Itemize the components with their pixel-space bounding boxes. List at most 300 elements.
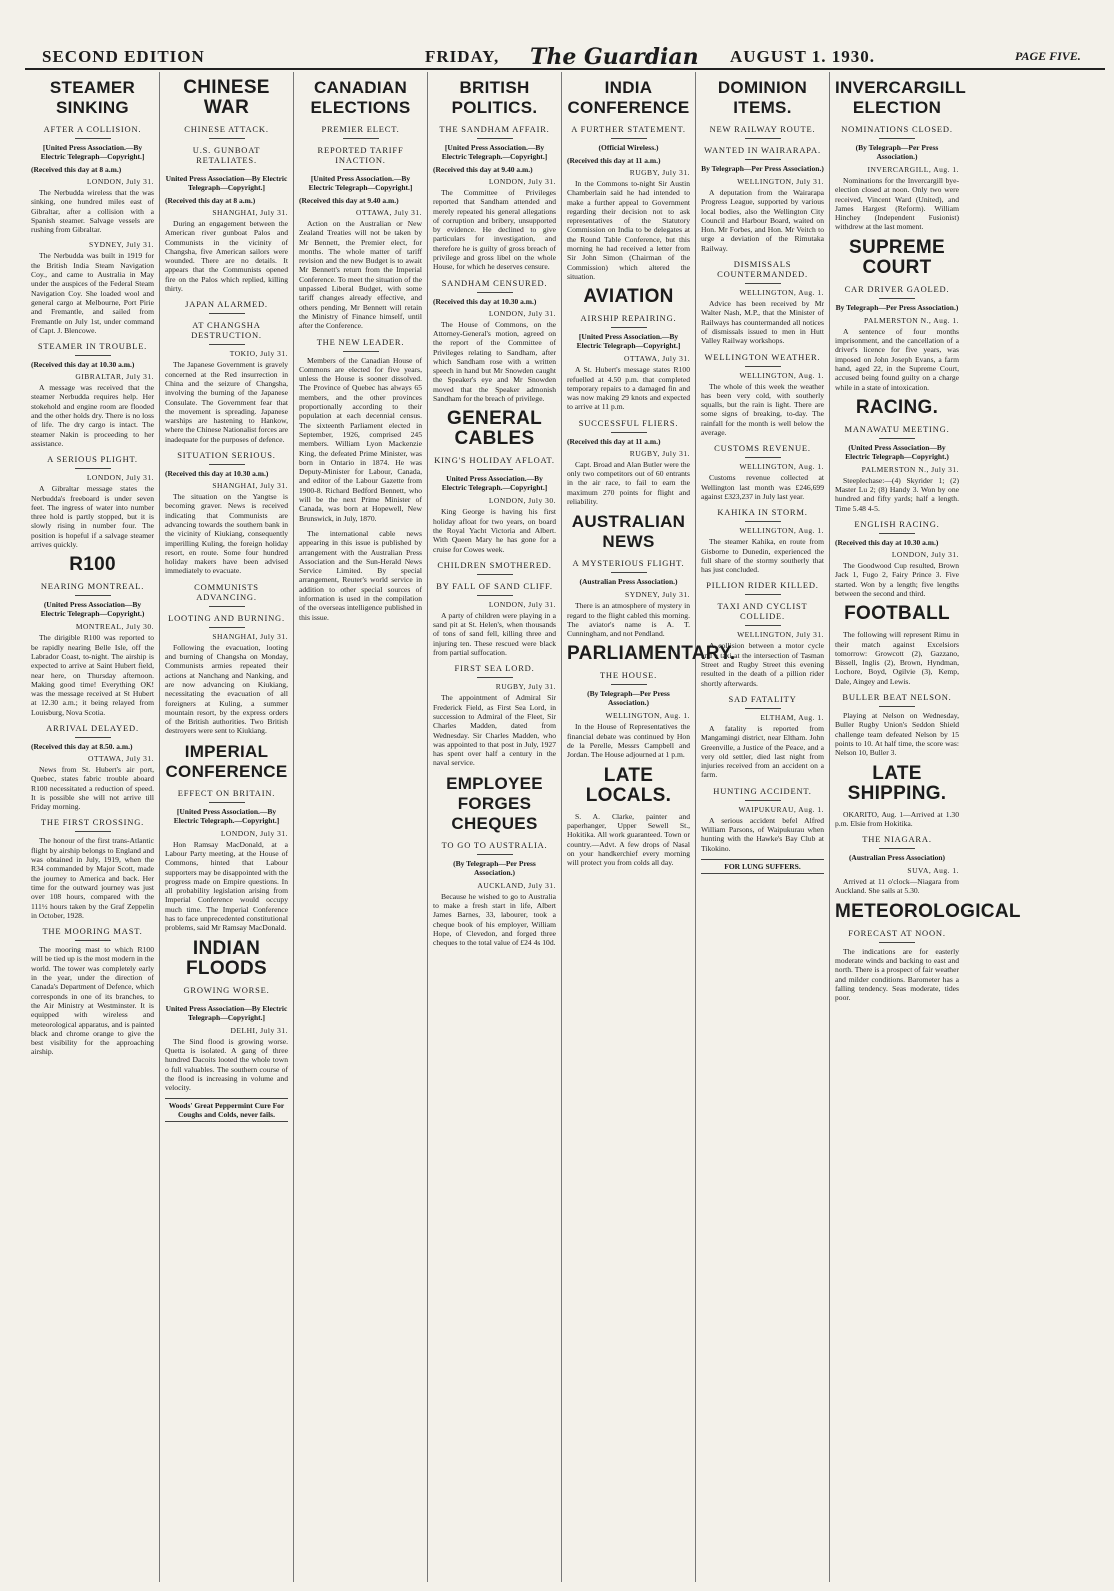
masthead xyxy=(0,0,1114,70)
divider xyxy=(477,854,513,855)
article-body: Customs revenue collected at Wellington last month was £246,699 against £323,237 in July last year. xyxy=(701,473,824,501)
article-subheading: CAR DRIVER GAOLED. xyxy=(844,283,950,294)
divider xyxy=(209,627,245,628)
article-subheading: SAD FATALITY xyxy=(728,693,797,704)
article-body: The following will represent Rimu in their match against Excelsiors tomorrow: Growcott (2), Gazzano, Bissell, Inglis (2), Brown, Hyndman, Lochore, Boyd, Ogilvie (3), Kemp, Dale, Aingey and Lewis. xyxy=(835,630,959,686)
article-body: A party of children were playing in a sand pit at St. Helen's, when thousands of tons of sand fell, killing three and injuring ten. These rescued were black from partial suffocation. xyxy=(433,610,556,658)
article xyxy=(567,287,690,411)
article-dateline: LONDON, July 31. xyxy=(220,828,288,838)
article-dateline: RUGBY, July 31. xyxy=(629,448,690,458)
article-body: The Committee of Privileges reported that Sandham attended and merely repeated his general allegations of corruption and bribery, unsupported by evidence. He declined to give particulars for investigation, and therefore he is guilty of gross breach of privilege and gross libel on the whole House, for which he deserves censure. xyxy=(433,188,556,272)
article-body: Members of the Canadian House of Commons are elected for five years, unless the House is sooner dissolved. The Province of Quebec has always 65 members, and the other provinces proportionally according to their population at each decennial census. The sixteenth Parliament elected in September, 1926, comprised 245 members. William Lyon Mackenzie King, the defeated Prime Minister, was born in Ontario in 1874. He was Deputy-Minister for Labour, Canada, and editor of the Labour Gazette from 1900-8. Richard Bedford Bennett, who will be the next Prime Minister of Canada, was born at Hopewell, New Brunswick, in July, 1870. xyxy=(299,355,422,523)
article-headline: CHINESE WAR xyxy=(183,77,270,118)
article-credit: (United Press Association—By Electric Telegraph—Copyright.) xyxy=(40,600,145,619)
divider xyxy=(745,708,781,709)
article xyxy=(835,398,959,513)
article-subheading: HUNTING ACCIDENT. xyxy=(713,785,812,796)
article-headline: STEAMER SINKING xyxy=(49,78,136,117)
article-subheading: TO GO TO AUSTRALIA. xyxy=(441,839,548,850)
article xyxy=(701,443,824,501)
divider xyxy=(209,999,245,1000)
article xyxy=(835,764,959,829)
divider xyxy=(745,457,781,458)
article-credit: (United Press Association—By Electric Telegraph—Copyright.) xyxy=(845,442,949,461)
article xyxy=(835,834,959,896)
article-dateline: WELLINGTON, Aug. 1. xyxy=(739,526,824,536)
article-subheading: SITUATION SERIOUS. xyxy=(177,450,276,461)
article-body: In the House of Representatives the financial debate was continued by Hon de la Perelle, Messrs Campbell and Jordan. The House adjourned at 1 p.m. xyxy=(567,722,690,760)
article-body: Hon Ramsay MacDonald, at a Labour Party meeting, at the House of Commons, hinted that Labour supporters may be disappointed with the progress made on Empire questions. In all probability legislation arising from Imperial Conference would occupy much time. The Imperial Conference has to face unprecedented constitutional problems, said Mr Ramsay MacDonald. xyxy=(165,839,288,933)
article xyxy=(567,643,736,760)
article-dateline: PALMERSTON N., Aug. 1. xyxy=(864,315,959,325)
article-received: (Received this day at 10.30 a.m.) xyxy=(433,296,537,306)
article-subheading: MANAWATU MEETING. xyxy=(844,423,950,434)
article-subheading: WANTED IN WAIRARAPA. xyxy=(704,145,821,155)
divider xyxy=(879,438,915,439)
article-headline: IMPERIAL CONFERENCE xyxy=(165,741,288,781)
article xyxy=(31,926,154,1057)
article xyxy=(701,145,824,253)
article-headline: LATE LOCALS. xyxy=(585,764,672,806)
divider xyxy=(611,138,647,139)
divider xyxy=(745,625,781,626)
article-dateline: LONDON, July 31. xyxy=(86,177,154,186)
article xyxy=(567,512,690,638)
article-subheading: THE SANDHAM AFFAIR. xyxy=(439,124,550,134)
divider xyxy=(879,533,915,534)
article-headline: INDIAN FLOODS xyxy=(186,937,267,979)
article-dateline: WELLINGTON, Aug. 1. xyxy=(739,288,824,298)
article-subheading: GROWING WORSE. xyxy=(183,984,270,995)
divider xyxy=(745,159,781,160)
article-subheading: U.S. GUNBOAT RETALIATES. xyxy=(192,145,261,165)
article-body: A sentence of four months imprisonment, and the cancellation of a driver's licence for five years, was imposed on John Joseph Evans, a farm hand, aged 22, in the Supreme Court, accused being found guilty on a charge while in a state of intoxication. xyxy=(835,326,959,392)
article-credit: [United Press Association.—By Electric Telegraph.—Copyright.] xyxy=(441,143,548,161)
article-subheading: AIRSHIP REPAIRING. xyxy=(580,313,677,324)
article-body: Action on the Australian or New Zealand Treaties will not be taken by Mr Bennett, the Premier elect, for months. The whole matter of tariff revision and the new Budget is to await Mr Bennett's return from the Imperial Conference. To meet the situation of the unpassed Liberal Budget, with some tariff changes already effective, and others pending, Mr Bennett will retain the Ministry of Finance himself, until after the Conference. xyxy=(299,219,422,331)
article-body: The appointment of Admiral Sir Frederick Field, as First Sea Lord, in succession to Admiral of the Fleet, Sir Charles Madden, dated from Wednesday. Sir Charles Madden, who was appointed to that post in July, 1927 has spent over half a century in the naval service. xyxy=(433,693,556,768)
article-dateline: LONDON, July 30. xyxy=(488,496,556,506)
divider xyxy=(477,677,513,678)
article-received: (Received this day at 9.40 a.m.) xyxy=(299,196,399,205)
article-subheading: NOMINATIONS CLOSED. xyxy=(841,124,953,134)
article xyxy=(31,723,154,811)
newspaper-title: The Guardian xyxy=(530,44,699,70)
article-dateline: LONDON, July 31. xyxy=(86,473,154,483)
article-subheading: KING'S HOLIDAY AFLOAT. xyxy=(434,455,555,466)
article-body: A collision between a motor cycle and a taxi at the intersection of Tasman Street and Rugby Street this evening resulted in the death of a pillion rider shortly afterwards. xyxy=(701,641,824,688)
article-body: Playing at Nelson on Wednesday, Buller Rugby Union's Seddon Shield challenge team defeated Nelson by 15 points to 10. At half time, the score was: Nelson 10, Buller 3. xyxy=(835,711,959,758)
article-body: The Sind flood is growing worse. Quetta is isolated. A gang of three hundred Dacoits looted the whole town o full valuables. The southern course of the flood is increasing in volume and velocity. xyxy=(165,1036,288,1093)
columns xyxy=(26,72,1106,1582)
article-subheading: FIRST SEA LORD. xyxy=(454,663,535,674)
article xyxy=(701,259,824,345)
article-credit: United Press Association.—By Electric Telegraph.—Copyright.] xyxy=(441,474,548,493)
article-dateline: AUCKLAND, July 31. xyxy=(477,880,556,890)
article-dateline: LONDON, July 31. xyxy=(488,308,556,318)
article-credit: (By Telegraph—Per Press Association.) xyxy=(453,858,536,877)
article-subheading: COMMUNISTS ADVANCING. xyxy=(194,581,259,602)
article-received: (Received this day at 11 a.m.) xyxy=(567,156,661,165)
article-body: A deputation from the Wairarapa Progress League, supported by various local bodies, also the Wellington City Council and Harbour Board, waited on Hon. Mr Forbes, and Hon. Mr Veitch to urge a deviation of the Rimutaka Railway. xyxy=(701,188,824,253)
article-dateline: OTTAWA, July 31. xyxy=(624,354,690,364)
article-subheading: PILLION RIDER KILLED. xyxy=(706,580,819,591)
article xyxy=(165,145,288,293)
article-subheading: A FURTHER STATEMENT. xyxy=(571,124,686,134)
article-body: A serious accident befel Alfred William Parsons, of Waipukurau when hunting with the Hawke's Bay Club at Tikokino. xyxy=(701,815,824,853)
article xyxy=(433,581,556,657)
article-credit: (By Telegraph—Per Press Association.) xyxy=(855,143,939,161)
article-subheading: NEARING MONTREAL. xyxy=(40,581,145,592)
article-credit: [United Press Association.—By Electric Telegraph—Copyright.] xyxy=(576,332,681,351)
article-body: A Gibraltar message states the Nerbudda's freeboard is under seven feet. The ingress of water into number three hold is partly stopped, but it is slowly rising in number four. The position is hopeful if a salvage steamer arrives quickly. xyxy=(31,484,154,550)
divider xyxy=(879,942,915,943)
divider xyxy=(75,468,111,469)
divider xyxy=(879,706,915,707)
article xyxy=(299,78,422,139)
article-body: A message was received that the steamer Nerbudda requires help. Her stokehold and engine room are flooded and the other holds dry. There is no loss of life. The dry cargo is intact. The steamer Nakin is proceeding to her assistance. xyxy=(31,383,154,448)
article-body: A fatality is reported from Mangamingi district, near Eltham. John Greenville, a Justice of the Peace, and a very old settler, died last night from injuries received from an accident on a farm. xyxy=(701,723,824,780)
divider xyxy=(75,138,111,139)
article-subheading: ENGLISH RACING. xyxy=(854,519,940,530)
article-received: (Received this day at 8.50. a.m.) xyxy=(31,741,133,751)
article-dateline: WELLINGTON, July 31. xyxy=(737,630,824,640)
article-subheading: STEAMER IN TROUBLE. xyxy=(37,341,148,352)
article xyxy=(433,663,556,767)
article-headline: AUSTRALIAN NEWS xyxy=(571,512,686,552)
article-credit: United Press Association—By Electric Telegraph—Copyright.] xyxy=(165,174,288,192)
article-body: Capt. Broad and Alan Butler were the only two competitors out of 60 entrants in the air race, to fail to earn the maximum 270 points for flight and reliability. xyxy=(567,459,690,506)
article-subheading: WELLINGTON WEATHER. xyxy=(704,351,821,362)
article-subheading: CHILDREN SMOTHERED. xyxy=(437,559,552,570)
article-dateline: GIBRALTAR, July 31. xyxy=(75,372,154,382)
article xyxy=(567,418,690,506)
divider xyxy=(343,351,379,352)
article xyxy=(701,601,824,687)
article-body: Nominations for the Invercargill bye-election closed at noon. Only two were received, Vincent Ward (United), and James Hargest (Reform). William Hinchey (Independent Fusionist) withdrew at the last moment. xyxy=(835,176,959,232)
article xyxy=(165,613,288,736)
column-1 xyxy=(26,72,160,1582)
article-body: The indications are for easterly moderate winds and backing to east and north. There is a prospect of fair weather and milder conditions. Barometer has a falling tendency. Seas moderate, tides poor. xyxy=(835,946,959,1003)
article-subheading: A MYSTERIOUS FLIGHT. xyxy=(572,558,685,569)
divider xyxy=(209,464,245,465)
article-body: Advice has been received by Mr Walter Nash, M.P., that the Minister of Railways has countermanded all notices of dismissals issued to men in Hutt Valley Railway workshops. xyxy=(701,299,824,346)
article-body: The Japanese Government is gravely concerned at the Red insurrection in China and the seizure of Changsha, involving the burning of the Japanese Consulate. The Government fear that the movement is spreading. Japanese warships are hastening to Hankow, where the Chinese Nationalist forces are inadequate for the purposes of defence. xyxy=(165,360,288,444)
article-subheading: A SERIOUS PLIGHT. xyxy=(47,454,138,465)
article-subheading: THE NIAGARA. xyxy=(862,834,932,845)
divider xyxy=(611,327,647,328)
article-credit: By Telegraph—Per Press Association.) xyxy=(835,302,959,312)
article-subheading: THE FIRST CROSSING. xyxy=(40,817,145,828)
divider xyxy=(209,138,245,139)
article xyxy=(31,454,154,549)
article-credit: [United Press Association.—By Electric Telegraph.—Copyright.] xyxy=(173,806,280,825)
article-credit: (By Telegraph—Per Press Association.) xyxy=(587,689,670,708)
article-headline: CANADIAN ELECTIONS xyxy=(310,78,411,117)
article-received: (Received this day at 10.30 a.m.) xyxy=(31,360,135,370)
article xyxy=(701,78,824,139)
article-headline: METEOROLOGICAL xyxy=(835,900,1021,922)
divider xyxy=(209,169,245,170)
article xyxy=(165,299,288,314)
article-credit: United Press Association—By Electric Telegraph—Copyright.] xyxy=(165,1003,288,1022)
article-dateline: PALMERSTON N., July 31. xyxy=(861,464,959,474)
article-headline: AVIATION xyxy=(583,286,674,308)
divider xyxy=(745,283,781,284)
article xyxy=(165,582,288,607)
article-dateline: INVERCARGILL, Aug. 1. xyxy=(867,165,959,174)
article-subheading: AFTER A COLLISION. xyxy=(43,124,142,134)
article xyxy=(31,341,154,448)
divider xyxy=(477,595,513,596)
article-body: The situation on the Yangtse is becoming graver. News is received indicating that Communists are advancing towards the southern bank in the vicinity of Kiukiang, consequently imperilling Kuling, the foreign holiday resort, en route. Some four hundred holiday makers have been advised immediately to evacuate. xyxy=(165,492,288,576)
masthead-rule xyxy=(25,68,1105,70)
article xyxy=(567,78,690,281)
article-dateline: MONTREAL, July 30. xyxy=(75,622,154,632)
article xyxy=(835,604,959,686)
article-body: During an engagement between the American river gunboat Palos and Communists in the vicinity of Changsha, five American sailors were wounded. There are no details. It appears that the Communists opened fire on the Palos which replied, killing thirty. xyxy=(165,219,288,294)
article-subheading: BULLER BEAT NELSON. xyxy=(842,692,952,703)
article xyxy=(165,939,288,1093)
article xyxy=(835,238,959,392)
divider xyxy=(75,831,111,832)
column-7 xyxy=(830,72,1021,1582)
article-headline: DOMINION ITEMS. xyxy=(717,78,808,117)
article-dateline: SHANGHAI, July 31. xyxy=(212,208,288,217)
article-dateline: SUVA, Aug. 1. xyxy=(907,866,959,876)
article-subheading: PREMIER ELECT. xyxy=(321,124,400,134)
divider xyxy=(879,298,915,299)
article-body: The Nerbudda was built in 1919 for the British India Steam Navigation Coy., and came to Australia in May under the auspices of the Federal Steam Navigation Coy. She loaded wool and general cargo at Melbourne, Port Pirie and Fremantle, and sailed from Fremantle on July 1st, under command of Capt. J. Blencowe. xyxy=(31,251,154,335)
article-body: Steeplechase:—(4) Skyrider 1; (2) Master Lu 2; (8) Handy 3. Won by one hundred and fifty yards; half a length. Time 5.48 4-5. xyxy=(835,475,959,513)
article-dateline: SHANGHAI, July 31. xyxy=(212,481,288,491)
divider xyxy=(611,572,647,573)
article-received: (Received this day at 9.40 a.m.) xyxy=(433,165,533,174)
article xyxy=(433,78,556,272)
article xyxy=(299,337,422,523)
divider xyxy=(745,138,781,139)
divider xyxy=(611,432,647,433)
divider xyxy=(879,848,915,849)
article-subheading: SUCCESSFUL FLIERS. xyxy=(578,417,679,428)
article-subheading: SANDHAM CENSURED. xyxy=(441,277,548,288)
article xyxy=(835,519,959,598)
article xyxy=(701,859,824,874)
article xyxy=(299,529,422,622)
article-dateline: LONDON, July 31. xyxy=(891,550,959,560)
article xyxy=(701,507,824,574)
article-credit: By Telegraph—Per Press Association.) xyxy=(701,164,824,173)
column-3 xyxy=(294,72,428,1582)
article-body: In the Commons to-night Sir Austin Chamberlain said he had intended to make a further appeal to Government regarding their decision not to ask representatives of the Statutory Commission on India to be delegates at the Round Table Conference, but this morning he had received a letter from Sir John Simon (Chairman of the Commission) which altered the situation. xyxy=(567,179,690,281)
article-received: (Received this day at 10.30 a.m.) xyxy=(165,469,269,479)
article xyxy=(165,320,288,444)
divider xyxy=(477,292,513,293)
article-subheading: AT CHANGSHA DESTRUCTION. xyxy=(191,320,262,341)
article-body: The Nerbudda wireless that the was sinking, one hundred miles east of Gibraltar, after a collision with a Spanish steamer. Salvage vessels are rushing from Gibraltar. xyxy=(31,188,154,235)
article-subheading: JAPAN ALARMED. xyxy=(185,299,268,310)
article-dateline: OTTAWA, July 31. xyxy=(356,208,422,217)
article-headline: GENERAL CABLES xyxy=(447,408,542,450)
article-body: OKARITO, Aug. 1—Arrived at 1.30 p.m. Elsie from Hokitika. xyxy=(835,809,959,828)
divider xyxy=(209,344,245,345)
article-body: S. A. Clarke, painter and paperhanger, Upper Sewell St., Hokitika. All work guaranteed. Town or country.—Advt. A few drops of Nasal on your handkerchief every morning will protect you from colds all day. xyxy=(567,811,690,868)
article-dateline: RUGBY, July 31. xyxy=(629,168,690,177)
article xyxy=(165,450,288,576)
article-body: Because he wished to go to Australia to make a fresh start in life, Albert James Barnes, 33, labourer, took a cheque book of his employer, William Hope, of Clevedon, and forged three cheques to the total value of £24 4s 10d. xyxy=(433,891,556,948)
day-label: FRIDAY, xyxy=(425,47,500,66)
article xyxy=(433,409,556,553)
article-dateline: WELLINGTON, July 31. xyxy=(737,177,824,186)
article-dateline: LONDON, July 31. xyxy=(488,599,556,609)
article-subheading: EFFECT ON BRITAIN. xyxy=(177,787,276,798)
article-body: The steamer Kahika, en route from Gisborne to Dunedin, experienced the full share of the stormy southerly that has just concluded. xyxy=(701,537,824,575)
column-5 xyxy=(562,72,736,1582)
divider xyxy=(745,366,781,367)
article-dateline: SHANGHAI, July 31. xyxy=(212,631,288,641)
page-number: PAGE FIVE. xyxy=(1015,49,1081,63)
article-dateline: SYDNEY, July 31. xyxy=(89,240,154,250)
article-body: The honour of the first trans-Atlantic flight by airship belongs to England and was obtained in July, 1919, when the R34 commanded by Major Scott, made the journey to America and back. Her time for the outward journey was just over 108 hours, compared with the 111½ hours taken by the Graf Zeppelin in October, 1928. xyxy=(31,836,154,920)
divider xyxy=(477,138,513,139)
article-headline: SUPREME COURT xyxy=(848,236,946,278)
article-dateline: TOKIO, July 31. xyxy=(229,349,288,359)
article-subheading: NEW RAILWAY ROUTE. xyxy=(709,124,816,134)
article xyxy=(701,352,824,438)
divider xyxy=(745,521,781,522)
article xyxy=(701,786,824,853)
article-headline: INDIA CONFERENCE xyxy=(567,78,690,117)
article xyxy=(433,774,556,948)
article-credit: [United Press Association.—By Electric Telegraph—Copyright.] xyxy=(40,143,145,161)
article-body: The House of Commons, on the Attorney-General's motion, agreed on the report of the Committee of Privileges relating to Sandham, after which Sandham rose with a written speech in hand but Mr Snowden caught the Speaker's eye and Mr Snowden moved that the Speaker admonish Sandham for the breach of privilege. xyxy=(433,319,556,404)
article-credit: (Australian Press Association.) xyxy=(579,577,678,587)
article xyxy=(835,900,1021,1003)
divider xyxy=(75,737,111,738)
edition-label: SECOND EDITION xyxy=(42,47,205,66)
divider xyxy=(343,169,379,170)
divider xyxy=(745,800,781,801)
article-subheading: CUSTOMS REVENUE. xyxy=(714,443,811,454)
divider xyxy=(209,313,245,314)
article-dateline: DELHI, July 31. xyxy=(230,1025,288,1035)
divider xyxy=(75,595,111,596)
article-credit: (Australian Press Association) xyxy=(848,853,946,863)
article xyxy=(31,817,154,920)
article-body: There is an atmosphere of mystery in regard to the flight cabled this morning. The aviator's name is A. T. Cunningham, and not Pendland. xyxy=(567,601,690,639)
article-headline: LATE SHIPPING. xyxy=(847,762,947,804)
article xyxy=(165,742,288,933)
column-2 xyxy=(160,72,294,1582)
advertisement: Woods' Great Peppermint Cure For Coughs and Colds, never fails. xyxy=(165,1098,288,1122)
article-headline: FOOTBALL xyxy=(844,603,950,625)
article-received: (Received this day at 8 a.m.) xyxy=(31,165,122,174)
issue-date: AUGUST 1. 1930. xyxy=(730,47,876,66)
divider xyxy=(75,940,111,941)
article-dateline: OTTAWA, July 31. xyxy=(88,753,154,763)
divider xyxy=(343,138,379,139)
article-body: Arrived at 11 o'clock—Niagara from Auckland. She sails at 5.30. xyxy=(835,877,959,896)
article-received: (Received this day at 8 a.m.) xyxy=(165,196,256,205)
article-body: Following the evacuation, looting and burning of Changsha on Monday, Communists armies repeated their actions at Nanchang and Nanking, and are now advancing on Kiukiang, necessitating the evacuation of all foreigners at Kuling, a summer mountain resort, by the express orders of the British authorities. Two British destroyers were sent to Kiukiang. xyxy=(165,642,288,736)
article-headline: R100 xyxy=(69,554,116,576)
article-dateline: LONDON, July 31. xyxy=(488,177,556,186)
advertisement: FOR LUNG SUFFERS. xyxy=(701,859,824,874)
divider xyxy=(611,684,647,685)
article xyxy=(31,240,154,335)
article xyxy=(433,278,556,404)
article-subheading: DISMISSALS COUNTERMANDED. xyxy=(717,259,808,280)
column-4 xyxy=(428,72,562,1582)
divider xyxy=(477,574,513,575)
article-credit: [United Press Association.—By Electric Telegraph—Copyright.] xyxy=(308,174,413,192)
article-subheading: BY FALL OF SAND CLIFF. xyxy=(436,580,553,591)
article-dateline: RUGBY, July 31. xyxy=(495,682,556,692)
divider xyxy=(75,355,111,356)
article-dateline: ELTHAM, Aug. 1. xyxy=(760,712,824,722)
article xyxy=(433,560,556,575)
article-headline: INVERCARGILL ELECTION xyxy=(835,78,967,117)
article xyxy=(31,78,154,234)
article-body: The mooring mast to which R100 will be tied up is the most modern in the world. The tower was completely early in the year, under the direction of Canada's Department of Defence, which corresponds in one of its branches, to the Air Ministry at Westminster. It is equipped with wireless and meteorological apparatus, and is painted black and chrome orange to give the best visibility for the approaching airship. xyxy=(31,945,154,1057)
column-6 xyxy=(696,72,830,1582)
article xyxy=(165,78,288,139)
article-received: (Received this day at 11 a.m.) xyxy=(567,436,661,446)
article-dateline: SYDNEY, July 31. xyxy=(625,590,690,600)
article-body: King George is having his first holiday afloat for two years, on board the Royal Yacht Victoria and Albert. With Queen Mary he has gone for a cruise for Cowes week. xyxy=(433,507,556,554)
article-dateline: WAIPUKURAU, Aug. 1. xyxy=(738,804,824,814)
article-body: The whole of this week the weather has been very cold, with southerly squalls, but the rain is light. There are some signs of breaking, to-day. The rainfall for the month is well below the average. xyxy=(701,381,824,438)
divider xyxy=(477,469,513,470)
article-dateline: WELLINGTON, Aug. 1. xyxy=(739,370,824,380)
article xyxy=(567,766,690,868)
article-subheading: THE NEW LEADER. xyxy=(316,336,405,347)
article xyxy=(835,692,959,757)
article-body: The dirigible R100 was reported to be rapidly nearing Belle Isle, off the Labrador Coast, to-night. The airship is expected to arrive at Saint Hubert field, near here, on Thursday afternoon. Making good time! Everything OK! was the message received at St Hubert at 12.30 a.m.; it being relayed from Louisburg, Nova Scotia. xyxy=(31,633,154,717)
article xyxy=(701,694,824,780)
article-subheading: TAXI AND CYCLIST COLLIDE. xyxy=(717,601,808,622)
article-subheading: LOOTING AND BURNING. xyxy=(168,612,285,623)
article-subheading: REPORTED TARIFF INACTION. xyxy=(317,145,404,165)
article xyxy=(299,145,422,331)
article-headline: RACING. xyxy=(855,396,939,418)
article-headline: EMPLOYEE FORGES CHEQUES xyxy=(446,773,543,833)
article-body: The Goodwood Cup resulted, Brown Jack 1, Fugo 2, Fairy Prince 3. Five started. Won by a length; five lengths between the second and third. xyxy=(835,561,959,598)
divider xyxy=(209,606,245,607)
article xyxy=(701,580,824,595)
article-dateline: WELLINGTON, Aug. 1. xyxy=(605,711,690,721)
article xyxy=(165,1098,288,1122)
article-body: The international cable news appearing in this issue is published by arrangement with the Australian Press Association and the Sun-Herald News Service Limited. By special arrangement, Reuter's world service in addition to other special sources of information is used in the compilation of the overseas intelligence published in this issue. xyxy=(299,528,422,622)
article-credit: (Official Wireless.) xyxy=(598,143,659,152)
article-subheading: ARRIVAL DELAYED. xyxy=(46,722,139,733)
article-received: (Received this day at 10.30 a.m.) xyxy=(835,538,939,548)
divider xyxy=(879,138,915,139)
article-body: News from St. Hubert's air port, Quebec, states fabric trouble aboard R100 necessitated a reduction of speed. It is possible she will not arrive till Friday morning. xyxy=(31,764,154,812)
article-subheading: THE MOORING MAST. xyxy=(42,926,143,937)
article-headline: PARLIAMENTARY. xyxy=(567,643,736,665)
article-subheading: FORECAST AT NOON. xyxy=(848,927,946,938)
article-subheading: THE HOUSE. xyxy=(599,670,658,681)
divider xyxy=(745,594,781,595)
article-subheading: KAHIKA IN STORM. xyxy=(717,507,808,518)
article xyxy=(31,555,154,717)
article xyxy=(835,78,967,232)
article-body: A St. Hubert's message states R100 refuelled at 4.50 p.m. that completed temporary repairs to a damaged fin and was now making 29 knots and expected to arrive at 11 p.m. xyxy=(567,365,690,412)
article-dateline: WELLINGTON, Aug. 1. xyxy=(739,462,824,472)
article-headline: BRITISH POLITICS. xyxy=(451,78,538,117)
article-subheading: CHINESE ATTACK. xyxy=(184,124,269,134)
